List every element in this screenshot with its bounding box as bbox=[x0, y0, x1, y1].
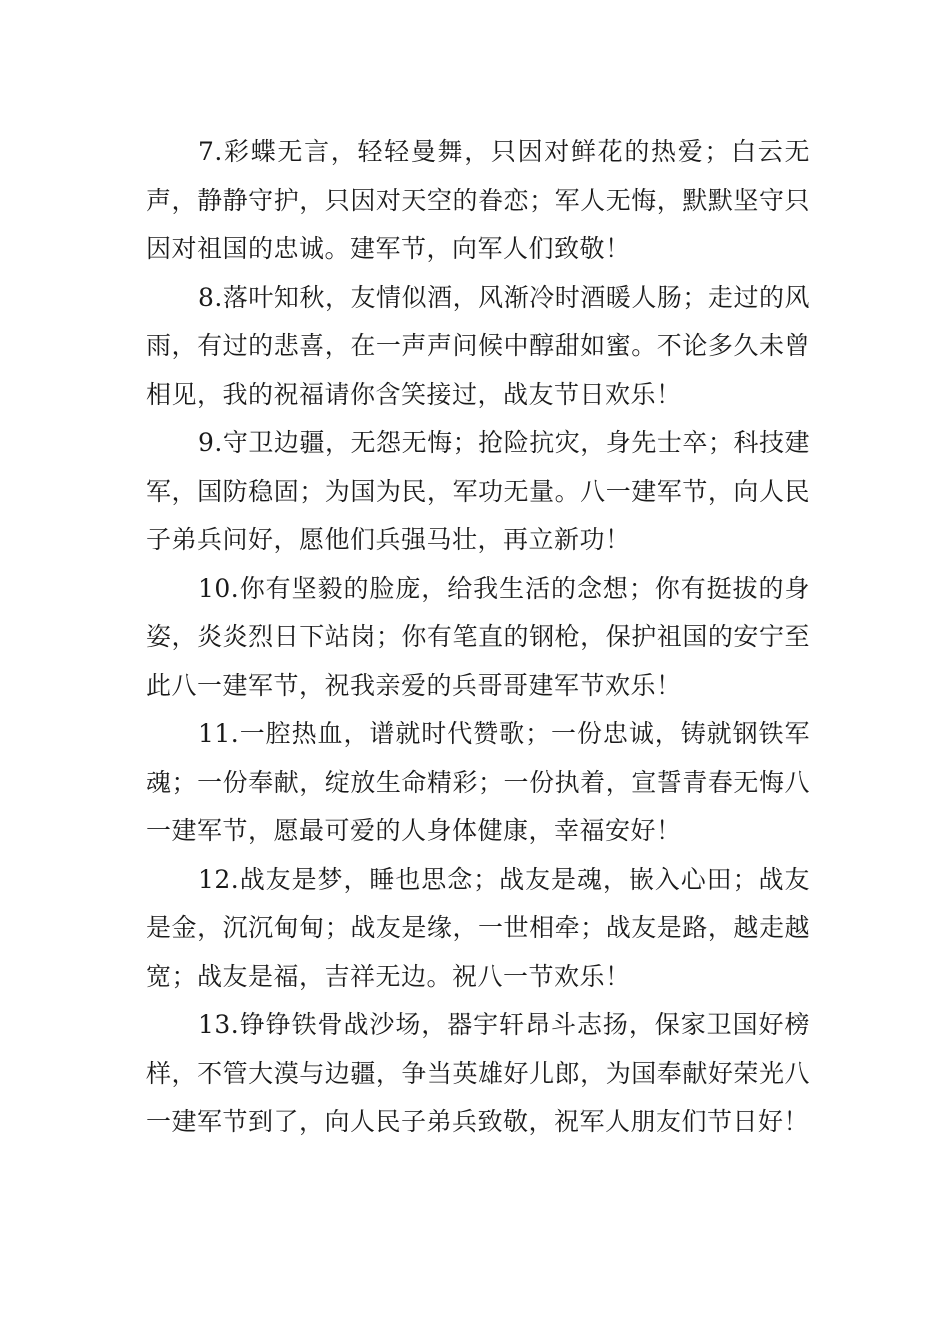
document-body bbox=[146, 128, 810, 1147]
paragraph-7: 7.彩蝶无言，轻轻曼舞，只因对鲜花的热爱；白云无声，静静守护，只因对天空的眷恋；军人无悔，默默坚守只因对祖国的忠诚。建军节，向军人们致敬！ bbox=[146, 137, 810, 263]
paragraph-10: 10.你有坚毅的脸庞，给我生活的念想；你有挺拔的身姿，炎炎烈日下站岗；你有笔直的钢枪，保护祖国的安宁至此八一建军节，祝我亲爱的兵哥哥建军节欢乐！ bbox=[146, 573, 810, 700]
paragraph-9: 9.守卫边疆，无怨无悔；抢险抗灾，身先士卒；科技建军，国防稳固；为国为民，军功无量。八一建军节，向人民子弟兵问好，愿他们兵强马壮，再立新功！ bbox=[146, 428, 810, 554]
paragraph-12: 12.战友是梦，睡也思念；战友是魂，嵌入心田；战友是金，沉沉甸甸；战友是缘，一世相牵；战友是路，越走越宽；战友是福，吉祥无边。祝八一节欢乐！ bbox=[146, 864, 810, 991]
paragraph-11: 11.一腔热血，谱就时代赞歌；一份忠诚，铸就钢铁军魂；一份奉献，绽放生命精彩；一份执着，宣誓青春无悔八一建军节，愿最可爱的人身体健康，幸福安好！ bbox=[146, 719, 810, 845]
paragraph-8: 8.落叶知秋，友情似酒，风渐冷时酒暖人肠；走过的风雨，有过的悲喜，在一声声问候中醇甜如蜜。不论多久未曾相见，我的祝福请你含笑接过，战友节日欢乐！ bbox=[146, 282, 810, 409]
paragraph-13: 13.铮铮铁骨战沙场，器宇轩昂斗志扬，保家卫国好榜样，不管大漠与边疆，争当英雄好儿郎，为国奉献好荣光八一建军节到了，向人民子弟兵致敬，祝军人朋友们节日好！ bbox=[146, 1010, 810, 1136]
